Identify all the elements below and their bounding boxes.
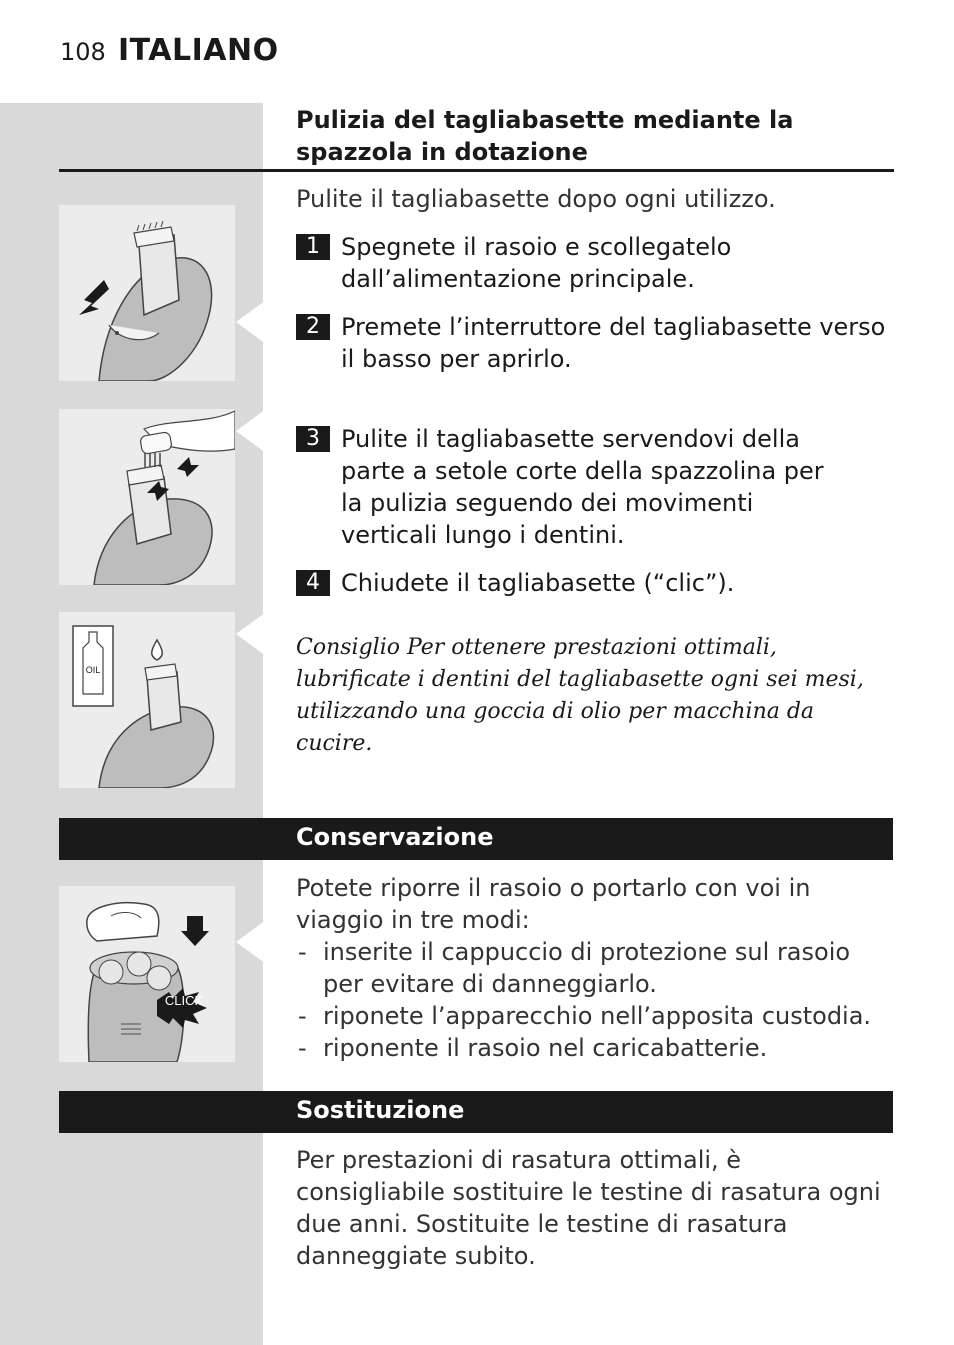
page-number: 108 [60,38,106,66]
illustration-oil [59,612,235,788]
storage-intro: Potete riporre il rasoio o portarlo con voi in viaggio in tre modi: [296,874,811,934]
oil-label: OIL [85,665,101,675]
shaver-cap-image [59,886,235,1062]
storage-section-bar [59,818,893,860]
replacement-text: Per prestazioni di rasatura ottimali, è consigliabile sostituire le testine di rasatura ogni due anni. Sostituite le testine di rasatura danneggiate subito. [296,1146,881,1270]
step-number: 1 [296,234,330,260]
step-number: 4 [296,570,330,596]
language-heading: ITALIANO [118,33,279,68]
section-rule [59,169,894,172]
illustration-pointer [236,612,266,656]
oil-lubrication-image [59,612,235,788]
tip-text: Consiglio Per ottenere prestazioni ottimali, lubrificate i dentini del tagliabasette ogni sei mesi, utilizzando una goccia di olio per macchina da cucire. [296,635,864,756]
cleaning-intro: Pulite il tagliabasette dopo ogni utilizzo. [296,185,776,213]
storage-text [296,872,894,1064]
step-text: Chiudete il tagliabasette (“clic”). [341,569,735,597]
step-3 [296,423,894,551]
shaver-open-trimmer-image [59,205,235,381]
illustration-open-trimmer [59,205,235,381]
replacement-section-bar [59,1091,893,1133]
list-item: - riponente il rasoio nel caricabatterie. [296,1032,894,1064]
storage-section-title: Conservazione [296,823,494,851]
step-text: Spegnete il rasoio e scollegatelo dall’alimentazione principale. [341,233,732,293]
illustration-pointer [236,300,266,344]
illustration-pointer [236,409,266,453]
click-label: CLICK [164,993,204,1008]
storage-options-list [296,936,894,1064]
step-1 [296,231,894,295]
illustration-brush-cleaning [59,409,235,585]
step-2 [296,311,894,375]
brush-cleaning-image [59,409,235,585]
list-item: - inserite il cappuccio di protezione sul rasoio per evitare di danneggiarlo. [296,936,894,1000]
illustration-pointer [236,920,266,964]
illustration-protection-cap [59,886,235,1062]
step-text: Premete l’interruttore del tagliabasette verso il basso per aprirlo. [341,313,886,373]
step-number: 3 [296,426,330,452]
cleaning-section-title: Pulizia del tagliabasette mediante la spazzola in dotazione [296,106,794,166]
list-item: - riponete l’apparecchio nell’apposita custodia. [296,1000,894,1032]
step-number: 2 [296,314,330,340]
replacement-section-title: Sostituzione [296,1096,465,1124]
step-4 [296,567,894,599]
step-text: Pulite il tagliabasette servendovi della parte a setole corte della spazzolina per la pulizia seguendo dei movimenti verticali lungo i dentini. [341,425,824,549]
